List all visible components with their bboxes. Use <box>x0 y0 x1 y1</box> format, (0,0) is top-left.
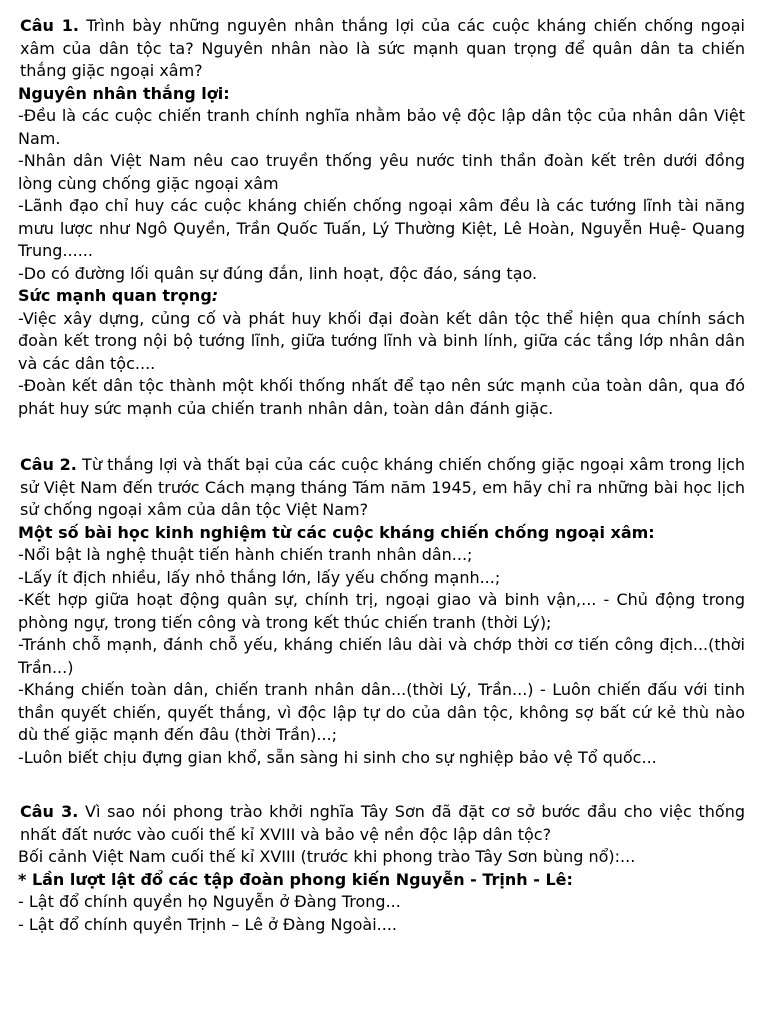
lesson-item: -Kháng chiến toàn dân, chiến tranh nhân dân...(thời Lý, Trần...) - Luôn chiến đấu với tinh thần quyết chiến, quyết thắng, vì độc lập tự do của dân tộc, không sợ bất cứ kẻ thù nào dù thế giặc mạnh đến đâu (thời Trần)...; <box>18 680 745 744</box>
context-line: Bối cảnh Việt Nam cuối thế kỉ XVIII (trước khi phong trào Tây Sơn bùng nổ):... <box>18 847 636 866</box>
cause-item: -Đều là các cuộc chiến tranh chính nghĩa nhằm bảo vệ độc lập dân tộc của nhân dân Việt Nam. <box>18 106 745 148</box>
lesson-item: -Lấy ít địch nhiều, lấy nhỏ thắng lớn, lấy yếu chống mạnh...; <box>18 567 501 587</box>
strength-heading-colon: : <box>211 286 219 305</box>
causes-heading: Nguyên nhân thắng lợi: <box>18 83 230 103</box>
lessons-heading: Một số bài học kinh nghiệm từ các cuộc kháng chiến chống ngoại xâm: <box>18 522 655 542</box>
question-1-section <box>18 15 745 420</box>
question-2-prompt <box>18 454 745 522</box>
lesson-item: -Tránh chỗ mạnh, đánh chỗ yếu, kháng chiến lâu dài và chớp thời cơ tiến công địch...(thời Trần...) <box>18 635 745 677</box>
cause-item: -Do có đường lối quân sự đúng đắn, linh hoạt, độc đáo, sáng tạo. <box>18 263 538 283</box>
overthrow-heading: * Lần lượt lật đổ các tập đoàn phong kiến Nguyễn - Trịnh - Lê: <box>18 869 573 889</box>
strength-item: -Đoàn kết dân tộc thành một khối thống nhất để tạo nên sức mạnh của toàn dân, qua đó phát huy sức mạnh của chiến tranh nhân dân, toàn dân đánh giặc. <box>18 376 745 418</box>
strength-heading-text: Sức mạnh quan trọng <box>18 286 212 305</box>
lesson-item: -Nổi bật là nghệ thuật tiến hành chiến tranh nhân dân...; <box>18 545 473 564</box>
question-1-prompt <box>18 15 745 83</box>
question-2-section <box>18 454 745 769</box>
cause-item: -Nhân dân Việt Nam nêu cao truyền thống yêu nước tinh thần đoàn kết trên dưới đồng lòng cùng chống giặc ngoại xâm <box>18 151 745 193</box>
overthrow-item: - Lật đổ chính quyền họ Nguyễn ở Đàng Trong... <box>18 892 401 911</box>
question-3-section <box>18 801 745 936</box>
question-3-prompt <box>18 801 745 846</box>
question-3-label: Câu 3. <box>20 802 79 821</box>
question-1-text: Trình bày những nguyên nhân thắng lợi của các cuộc kháng chiến chống ngoại xâm của dân tộc ta? Nguyên nhân nào là sức mạnh quan trọng để quân dân ta chiến thắng giặc ngoại xâm? <box>20 16 745 80</box>
question-3-text: Vì sao nói phong trào khởi nghĩa Tây Sơn đã đặt cơ sở bước đầu cho việc thống nhất đất nước vào cuối thế kỉ XVIII và bảo vệ nền độc lập dân tộc? <box>20 802 745 844</box>
lesson-item: -Luôn biết chịu đựng gian khổ, sẵn sàng hi sinh cho sự nghiệp bảo vệ Tổ quốc... <box>18 747 657 767</box>
question-1-label: Câu 1. <box>20 16 79 35</box>
strength-heading <box>18 285 745 308</box>
lesson-item: -Kết hợp giữa hoạt động quân sự, chính trị, ngoại giao và binh vận,... - Chủ động trong phòng ngự, trong tiến công và trong kết thúc chiến tranh (thời Lý); <box>18 590 745 632</box>
cause-item: -Lãnh đạo chỉ huy các cuộc kháng chiến chống ngoại xâm đều là các tướng lĩnh tài năng mưu lược như Ngô Quyền, Trần Quốc Tuấn, Lý Thường Kiệt, Lê Hoàn, Nguyễn Huệ- Quang Trung...... <box>18 196 745 260</box>
strength-item: -Việc xây dựng, củng cố và phát huy khối đại đoàn kết dân tộc thể hiện qua chính sách đoàn kết trong nội bộ tướng lĩnh, giữa tướng lĩnh và binh lính, giữa các tầng lớp nhân dân và các dân tộc.... <box>18 308 745 373</box>
question-2-label: Câu 2. <box>20 455 77 474</box>
overthrow-item: - Lật đổ chính quyền Trịnh – Lê ở Đàng Ngoài.... <box>18 914 397 934</box>
question-2-text: Từ thắng lợi và thất bại của các cuộc kháng chiến chống giặc ngoại xâm trong lịch sử Việt Nam đến trước Cách mạng tháng Tám năm 1945, em hãy chỉ ra những bài học lịch sử chống ngoại xâm của dân tộc Việt Nam? <box>20 455 745 519</box>
